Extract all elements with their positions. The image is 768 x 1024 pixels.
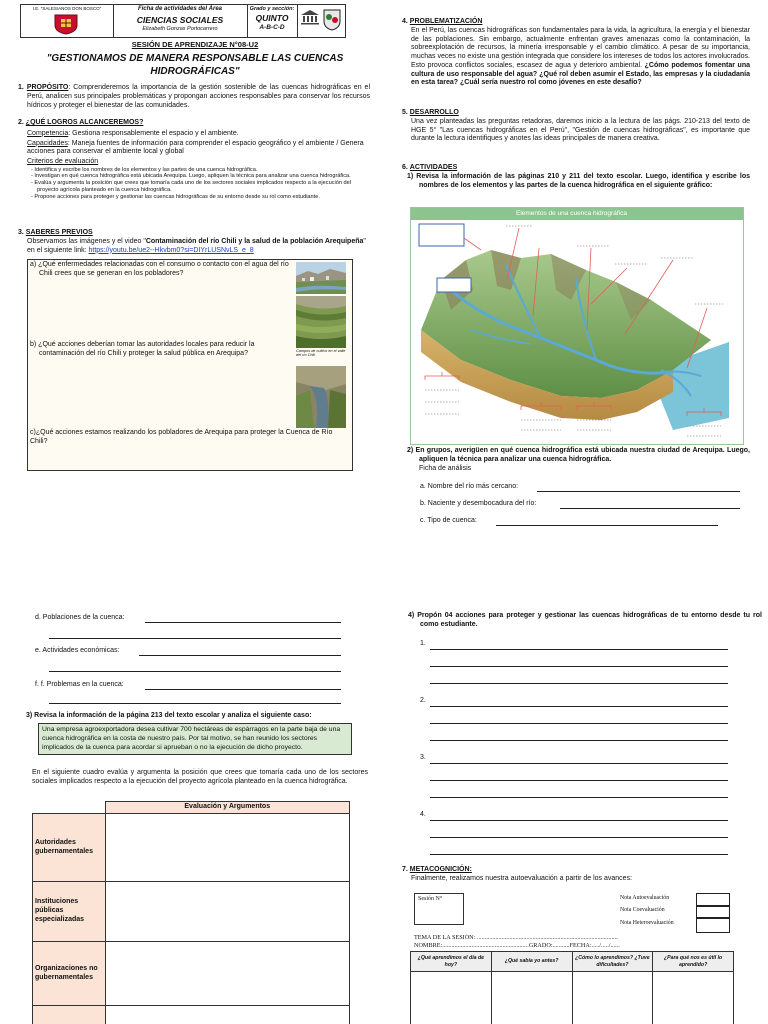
section-desarrollo [402, 109, 750, 144]
competencia-label: Competencia [27, 129, 69, 137]
photo-caption: Campos de cultivo en el valle del río Chili [296, 349, 346, 358]
s2-num: 2. [18, 119, 24, 126]
action-2-line-3[interactable] [430, 740, 728, 741]
s7-heading: METACOGNICIÓN: [409, 866, 472, 873]
session-number: SESIÓN DE APRENDIZAJE N°08-U2 [131, 40, 259, 49]
action-2-line-2[interactable] [430, 723, 728, 724]
row-label-ong: Organizaciones no gubernamentales [33, 942, 106, 1006]
case-intro: En el siguiente cuadro evalúa y argumenta la posición que crees que tomaría cada uno de los sectores sociales implicados respecto a la ejecución del proyecto agrícola planteado en la cuenca hidrográfica. [32, 769, 368, 785]
nota-hetero-row [620, 917, 730, 931]
s1-num: 1. [18, 84, 24, 91]
activity-2-text: 2) En grupos, averigüen en qué cuenca hidrográfica está ubicada nuestra ciudad de Arequipa. Luego, apliquen la técnica para analizar una cuenca hidrográfica. [407, 447, 750, 463]
section-saberes [18, 229, 370, 255]
action-3-line-1[interactable] [430, 763, 728, 764]
school-name: I.E. "SALESIANOS DON BOSCO" [32, 6, 102, 11]
s5-text: Una vez planteadas las preguntas retadoras, daremos inicio a la lectura de las págs. 210-213 del texto de HGE 5° "Las cuencas hidrográficas en el Perú", "Gestión de cuencas hidrográficas", es importante que durante la lectura identifiques y anotes las ideas principales de manera creativa. [411, 117, 750, 143]
nota-co-label: Nota Coevaluación [620, 907, 665, 913]
s3-num: 3. [18, 229, 24, 236]
metacognition-table [410, 951, 734, 1024]
field-c-label: c. Tipo de cuenca: [420, 517, 477, 524]
meta-cell-3[interactable] [572, 972, 653, 1024]
action-4 [420, 811, 730, 863]
field-e-label: e. Actividades económicas: [35, 647, 120, 654]
action-1-line-2[interactable] [430, 666, 728, 667]
s7-text: Finalmente, realizamos nuestra autoevaluación a partir de los avances: [411, 874, 633, 882]
watershed-illustration [411, 220, 743, 442]
s3-heading: SABERES PREVIOS [25, 229, 93, 236]
field-e-input[interactable] [139, 655, 341, 656]
s1-text: : Comprenderemos la importancia de la gestión sostenible de las cuencas hidrográficas en el Perú, analicen sus principales problemáticas y propongan acciones responsables para conservar los recursos hídricos y proteger el bienestar de las comunidades. [27, 84, 371, 109]
criterio-item: - Identifica y escribe los nombres de los elementos y las partes de una cuenca hidrográfica. [31, 166, 258, 173]
meta-col-4: ¿Para qué nos es útil lo aprendido? [653, 952, 734, 972]
action-3-line-2[interactable] [430, 780, 728, 781]
activity-3: 3) Revisa la información de la página 213 del texto escolar y analiza el siguiente caso: [26, 712, 312, 719]
action-2-num: 2. [420, 697, 426, 704]
field-f-label: f. f. Problemas en la cuenca: [35, 681, 124, 688]
section-proposito [18, 84, 370, 110]
case-box: Una empresa agroexportadora desea cultivar 700 hectáreas de espárragos en la parte baja de una cuenca hidrográfica en la costa de nuestro país. Por tal motivo, se han reunido los sectores implicados de la cuenca para acordar si aprueban o no la ejecución de dicho proyecto. [38, 723, 352, 755]
s6-heading: ACTIVIDADES [409, 164, 458, 171]
field-e-input-2[interactable] [49, 671, 341, 672]
area-block [113, 5, 248, 37]
question-a: a) ¿Qué enfermedades relacionadas con el consumo o contacto con el agua del río Chili crees que se generan en los pobladores? [30, 261, 289, 277]
analysis-field-f [35, 681, 355, 711]
field-b-input[interactable] [560, 508, 740, 509]
row-cell-ong[interactable] [105, 942, 350, 1006]
teacher-name: Elizabeth Gonzas Portocarrero [142, 26, 218, 33]
action-2-line-1[interactable] [430, 706, 728, 707]
field-f-input[interactable] [145, 689, 341, 690]
field-f-input-2[interactable] [49, 703, 341, 704]
field-a-input[interactable] [537, 491, 740, 492]
action-1-num: 1. [420, 640, 426, 647]
session-title-line2: HIDROGRÁFICAS" [150, 66, 240, 77]
row-cell-instituciones[interactable] [105, 882, 350, 942]
criterio-item: - Evalúa y argumenta la posición que crees que tomaría cada uno de los sectores sociales implicados respecto a la ejecución del proyecto agrícola planteado en la cuenca hidrográfica. [31, 180, 351, 193]
analysis-field-b [420, 500, 740, 510]
action-3-num: 3. [420, 754, 426, 761]
action-4-line-2[interactable] [430, 837, 728, 838]
capacidades-text: : Maneja fuentes de información para comprender el espacio geográfico y el ambiente / Genera acciones para conservar el ambiente local y global [27, 139, 364, 156]
action-1-line-1[interactable] [430, 649, 728, 650]
area-name: CIENCIAS SOCIALES [136, 14, 224, 25]
nota-hetero-label: Nota Heteroevaluación [620, 920, 674, 926]
tema-line: TEMA DE LA SESIÓN: ........................................................................................... [414, 934, 618, 941]
cultivation-valley-photo [296, 296, 346, 348]
table-corner [33, 802, 106, 814]
s6-num: 6. [402, 164, 408, 171]
criterio-item: - Propone acciones para proteger y gestionar las cuencas hidrográficas de su entorno desde su rol como estudiante. [31, 193, 320, 200]
watershed-diagram [410, 207, 744, 445]
analysis-field-e [35, 647, 355, 677]
nota-co-row [620, 905, 730, 917]
analysis-field-a [420, 483, 740, 493]
row-label-instituciones: Instituciones públicas especializadas [33, 882, 106, 942]
s4-text-a: En el Perú, las cuencas hidrográficas son fundamentales para la vida, la agricultura, la energía y el bienestar de las poblaciones. Sin embargo, actualmente enfrentan graves amenazas como la contaminación, la sobreexplotación de recursos, la minería irresponsable y el cambio climático. A pesar de su importancia, muchas veces no existe una gestión integrada que considere los intereses de todos los actores involucrados. Esto provoca conflictos sociales, escasez de agua y deterioro ambiental. [411, 26, 750, 69]
action-4-num: 4. [420, 811, 426, 818]
nota-hetero-box[interactable] [696, 917, 730, 933]
river-canyon-photo [296, 366, 346, 428]
row-cell-autoridades[interactable] [105, 814, 350, 882]
logos-block [297, 5, 345, 37]
analysis-field-d [35, 614, 355, 644]
field-d-input[interactable] [145, 622, 341, 623]
capacidades-label: Capacidades [27, 139, 68, 147]
secciones-value: A-B-C-D [259, 23, 285, 31]
river-city-photo [296, 262, 346, 294]
header-bar [20, 4, 346, 38]
school-logo [51, 13, 81, 35]
session-title-line1: "GESTIONAMOS DE MANERA RESPONSABLE LAS CUENCAS [46, 53, 344, 64]
row-label-extra [33, 1006, 106, 1024]
s4-num: 4. [402, 18, 408, 25]
meta-col-3: ¿Cómo lo aprendimos? ¿Tuve dificultades? [572, 952, 653, 972]
grade-block [247, 5, 298, 37]
nota-auto-label: Nota Autoevaluación [620, 895, 670, 901]
field-a-label: a. Nombre del río más cercano: [420, 483, 519, 490]
activity-2 [402, 447, 750, 473]
video-link[interactable]: https://youtu.be/ue2--Hkvbm0?si=DIYrLUSNvLS_e_8 [88, 246, 254, 254]
row-label-autoridades: Autoridades gubernamentales [33, 814, 106, 882]
sesion-label: Sesión N° [418, 896, 443, 902]
s2-heading: ¿QUÉ LOGROS ALCANCEREMOS? [25, 119, 144, 126]
ficha-label: Ficha de actividades del Área [137, 6, 223, 12]
section-problematizacion [402, 18, 750, 88]
meta-col-1: ¿Qué aprendimos el día de hoy? [411, 952, 492, 972]
meta-cell-2[interactable] [491, 972, 572, 1024]
table-header: Evaluación y Argumentos [105, 802, 350, 814]
emblem-logo [322, 8, 342, 32]
section-logros [18, 119, 370, 200]
school-block [21, 5, 114, 37]
action-2 [420, 697, 730, 749]
s3-intro-a: Observamos las imágenes y el video " [27, 237, 146, 245]
field-b-label: b. Naciente y desembocadura del río: [420, 500, 537, 507]
s4-text-b: ¿Cómo podemos fomentar una cultura de uso responsable del agua? ¿Qué rol deben asumir el Estado, las empresas y la ciudadanía en esta tarea? ¿Cuál sería nuestro rol como jóvenes en este desafío? [411, 61, 751, 87]
field-c-input[interactable] [496, 525, 718, 526]
criterios-label: Criterios de evaluación [27, 158, 99, 165]
meta-col-2: ¿Qué sabía yo antes? [491, 952, 572, 972]
competencia-text: : Gestiona responsablemente el espacio y el ambiente. [68, 129, 239, 137]
sesion-number-box[interactable] [414, 893, 464, 925]
action-4-line-1[interactable] [430, 820, 728, 821]
s1-heading: PROPÓSITO [26, 84, 69, 91]
s5-num: 5. [402, 109, 408, 116]
activity-2-sub: Ficha de análisis [419, 464, 472, 472]
action-3-line-3[interactable] [430, 797, 728, 798]
analysis-field-c [420, 517, 740, 527]
diagram-title-bar: Elementos de una cuenca hidrográfica [411, 208, 743, 220]
field-d-input-2[interactable] [49, 638, 341, 639]
s7-num: 7. [402, 866, 408, 873]
s4-heading: PROBLEMATIZACIÓN [409, 18, 483, 25]
action-3 [420, 754, 730, 806]
criterios-list [27, 167, 370, 201]
unesco-logo [300, 9, 320, 25]
action-1-line-3[interactable] [430, 683, 728, 684]
question-c: c)¿Qué acciones estamos realizando los pobladores de Arequipa para proteger la Cuenca de Río Chili? [30, 429, 333, 445]
nombre-line: NOMBRE:........................................................GRADO:...........FECHA:...../...../...... [414, 942, 620, 949]
s5-heading: DESARROLLO [409, 109, 459, 116]
row-cell-extra[interactable] [105, 1006, 350, 1024]
nota-auto-row [620, 893, 730, 905]
activity-4: 4) Propón 04 acciones para proteger y gestionar las cuencas hidrográficas de tu entorno desde tu rol como estudiante. [408, 612, 762, 628]
meta-cell-1[interactable] [411, 972, 492, 1024]
grado-label: Grado y sección: [249, 6, 295, 12]
action-4-line-3[interactable] [430, 854, 728, 855]
s3-intro-b: Contaminación del río Chili y la salud de la población Arequipeña [145, 237, 364, 245]
grado-value: QUINTO [255, 12, 289, 23]
evaluation-table [32, 801, 350, 1024]
section-actividades [402, 164, 750, 190]
field-d-label: d. Poblaciones de la cuenca: [35, 614, 125, 621]
criterio-item: - Investigan en qué cuenca hidrográfica está ubicada Arequipa. Luego, apliquen la técnica para analizar una cuenca hidrográfica. [31, 173, 351, 180]
s3-intro-c: " en el siguiente link: [27, 237, 366, 254]
question-b: b) ¿Qué acciones deberían tomar las autoridades locales para reducir la contaminación del río Chili y proteger la salud pública en Arequipa? [30, 341, 255, 357]
meta-cell-4[interactable] [653, 972, 734, 1024]
activity-1: 1) Revisa la información de las páginas 210 y 211 del texto escolar. Luego, identifica y escribe los nombres de los elementos y las partes de la cuenca hidrográfica en el siguiente gráfico: [407, 172, 750, 189]
section-metacognicion [402, 866, 750, 884]
action-1 [420, 640, 730, 692]
